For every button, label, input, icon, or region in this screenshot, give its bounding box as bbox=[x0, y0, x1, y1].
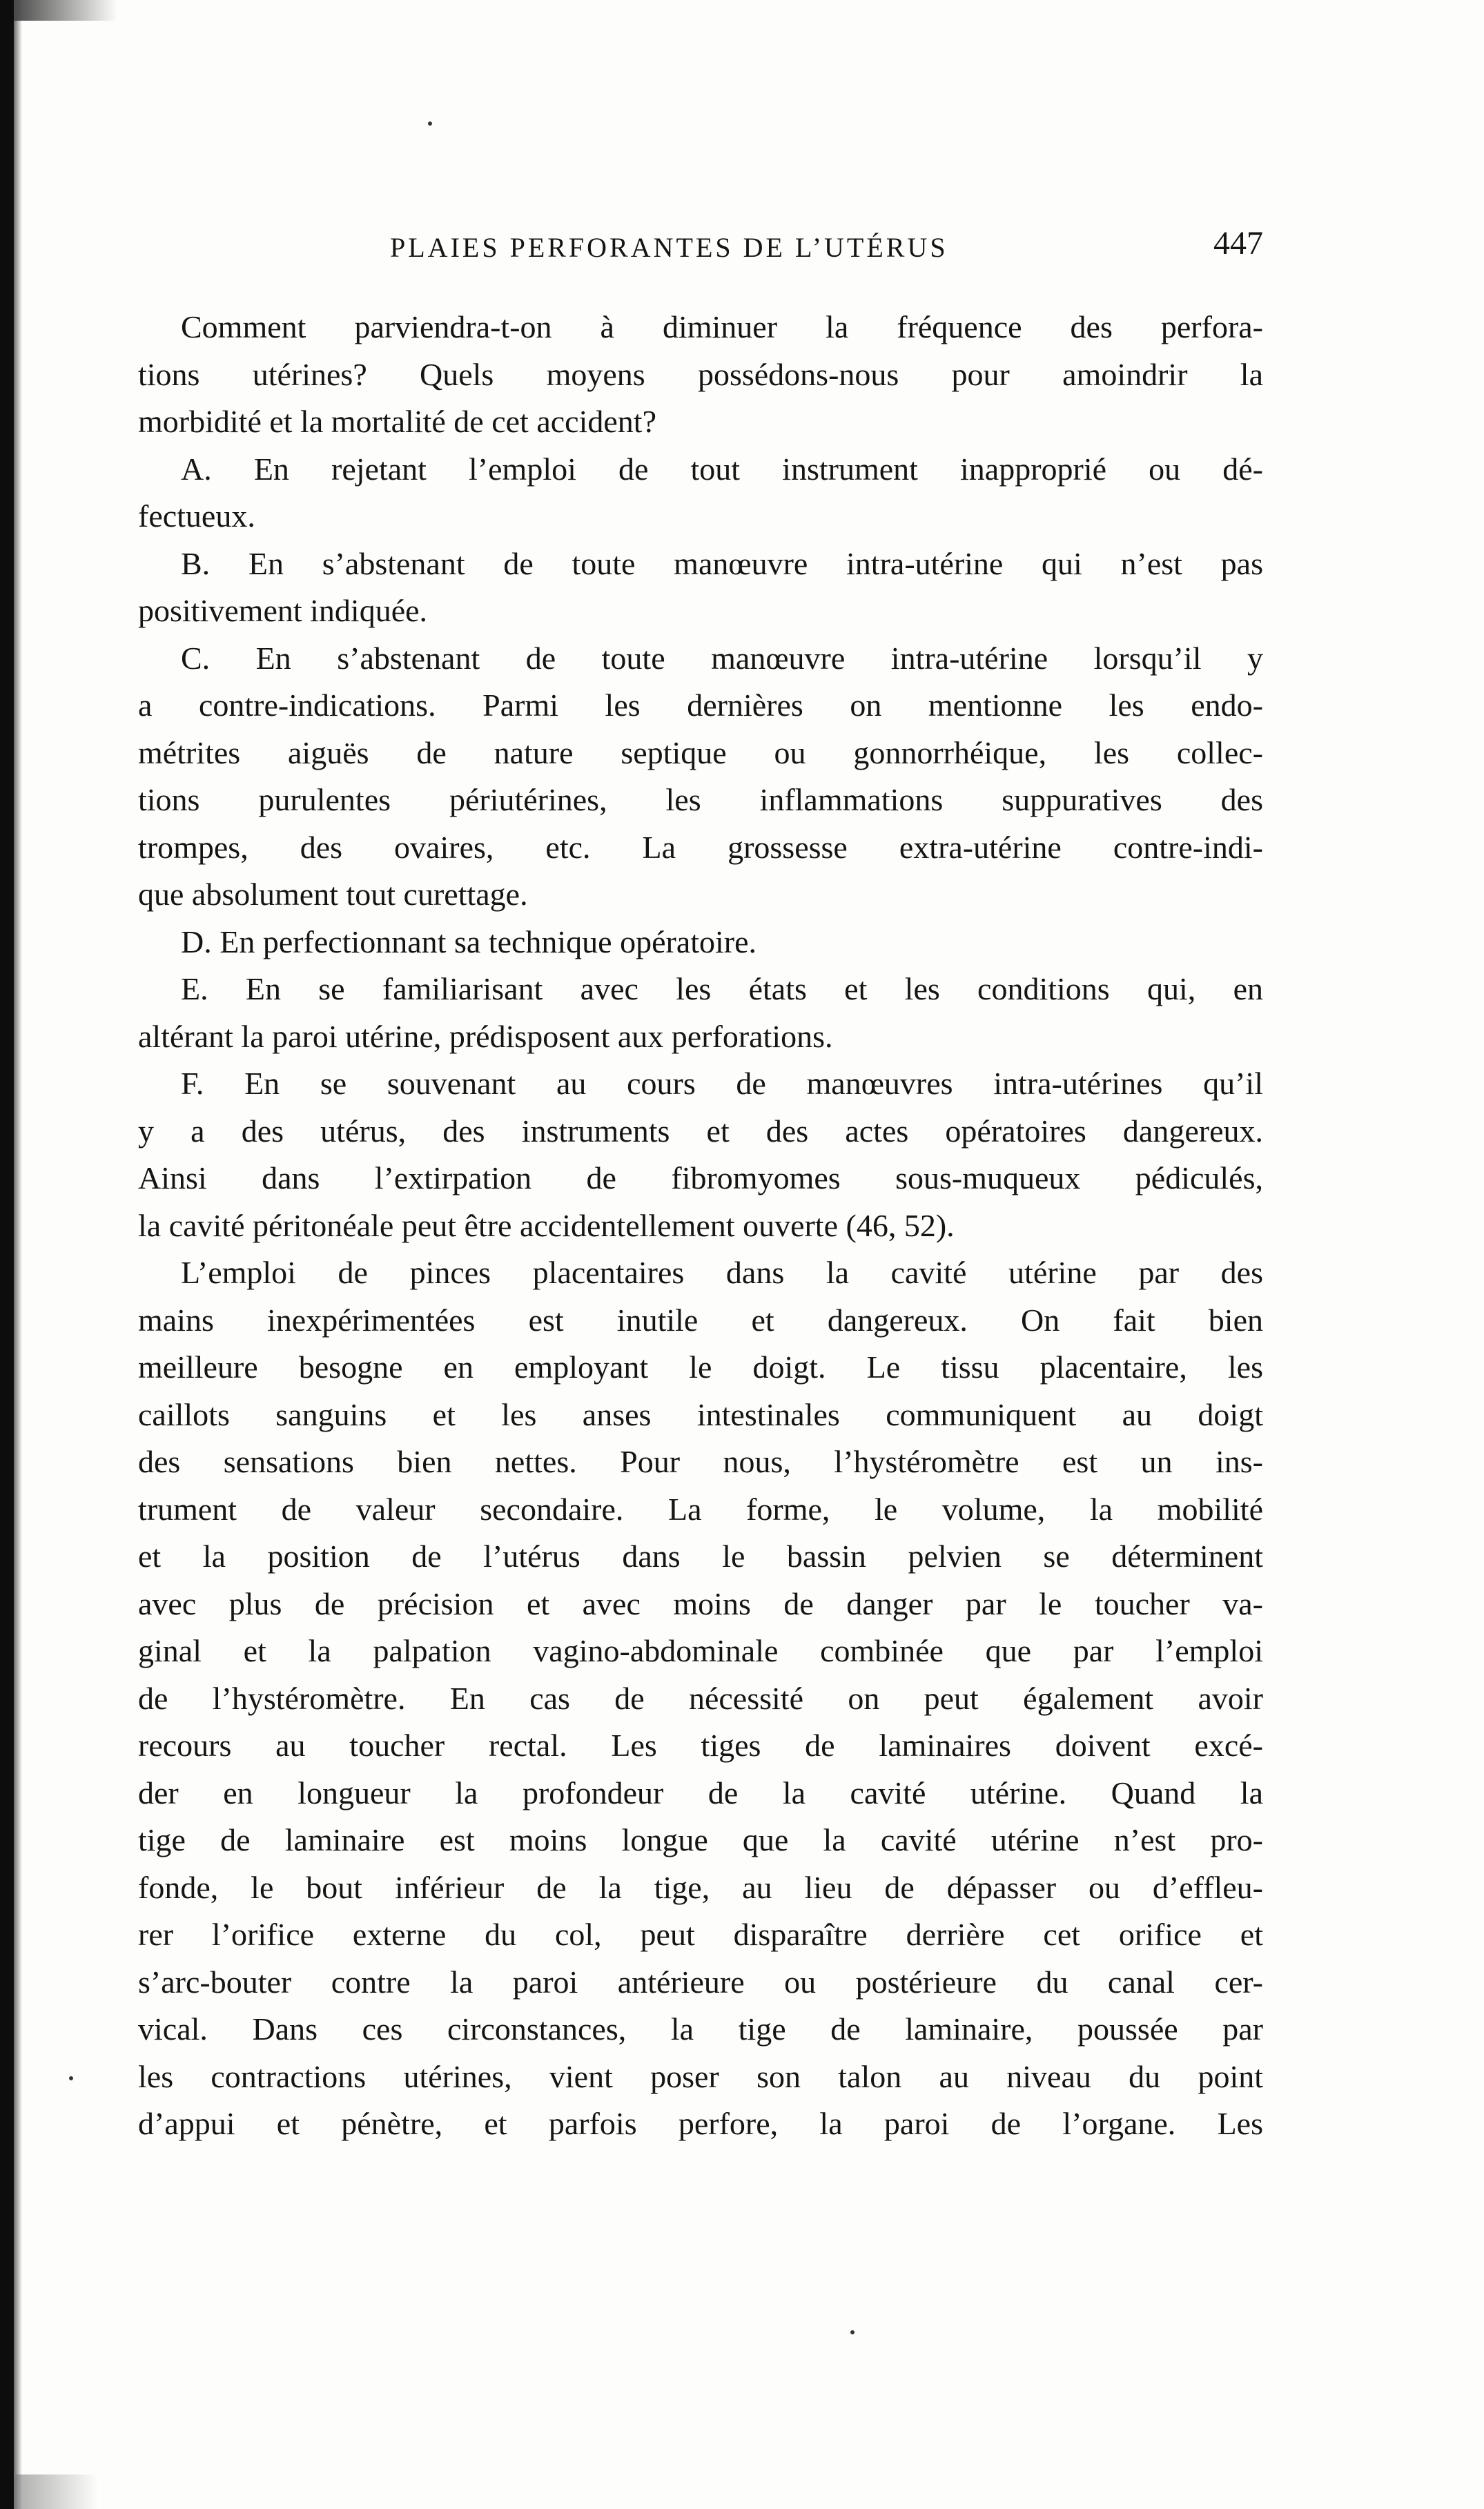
text-line: caillots sanguins et les anses intestinales communiquent au doigt bbox=[138, 1396, 1263, 1432]
text-line: des sensations bien nettes. Pour nous, l’hystéromètre est un ins- bbox=[138, 1444, 1263, 1479]
text-line: C. En s’abstenant de toute manœuvre intra-utérine lorsqu’il y bbox=[181, 640, 1263, 676]
text-line: ginal et la palpation vagino-abdominale combinée que par l’emploi bbox=[138, 1633, 1263, 1668]
binding-shadow bbox=[14, 0, 22, 2509]
text-line: avec plus de précision et avec moins de danger par le toucher va- bbox=[138, 1585, 1263, 1621]
ink-speck bbox=[428, 121, 432, 126]
text-line: recours au toucher rectal. Les tiges de laminaires doivent excé- bbox=[138, 1728, 1263, 1763]
scan-corner-mark-bottom bbox=[15, 2474, 98, 2509]
text-line: rer l’orifice externe du col, peut disparaître derrière cet orifice et bbox=[138, 1917, 1263, 1952]
text-line: A. En rejetant l’emploi de tout instrument inapproprié ou dé- bbox=[181, 451, 1263, 487]
text-line: L’emploi de pinces placentaires dans la cavité utérine par des bbox=[181, 1255, 1263, 1290]
text-line: la cavité péritonéale peut être accidentellement ouverte (46, 52). bbox=[138, 1207, 955, 1243]
scan-corner-mark bbox=[14, 0, 117, 21]
running-title: PLAIES PERFORANTES DE L’UTÉRUS bbox=[390, 232, 948, 263]
text-line: vical. Dans ces circonstances, la tige de laminaire, poussée par bbox=[138, 2011, 1263, 2047]
text-line: E. En se familiarisant avec les états et les conditions qui, en bbox=[181, 971, 1263, 1006]
text-line: tions purulentes périutérines, les inflammations suppuratives des bbox=[138, 782, 1263, 817]
text-line: s’arc-bouter contre la paroi antérieure ou postérieure du canal cer- bbox=[138, 1964, 1263, 2000]
text-line: fonde, le bout inférieur de la tige, au lieu de dépasser ou d’effleu- bbox=[138, 1869, 1263, 1905]
text-line: d’appui et pénètre, et parfois perfore, la paroi de l’organe. Les bbox=[138, 2106, 1263, 2141]
text-line: F. En se souvenant au cours de manœuvres intra-utérines qu’il bbox=[181, 1066, 1263, 1101]
binding-edge bbox=[0, 0, 14, 2509]
page-number: 447 bbox=[1213, 225, 1263, 262]
text-line: Ainsi dans l’extirpation de fibromyomes sous-muqueux pédiculés, bbox=[138, 1160, 1263, 1195]
body-text bbox=[138, 304, 1263, 2148]
text-line: a contre-indications. Parmi les dernières on mentionne les endo- bbox=[138, 687, 1263, 723]
text-line: tige de laminaire est moins longue que la cavité utérine n’est pro- bbox=[138, 1822, 1263, 1857]
text-line: morbidité et la mortalité de cet accident? bbox=[138, 404, 656, 439]
text-line: B. En s’abstenant de toute manœuvre intra-utérine qui n’est pas bbox=[181, 545, 1263, 581]
text-line: tions utérines? Quels moyens possédons-nous pour amoindrir la bbox=[138, 356, 1263, 392]
text-line: meilleure besogne en employant le doigt. Le tissu placentaire, les bbox=[138, 1349, 1263, 1385]
text-line: de l’hystéromètre. En cas de nécessité on peut également avoir bbox=[138, 1680, 1263, 1716]
text-line: positivement indiquée. bbox=[138, 593, 428, 628]
text-line: les contractions utérines, vient poser son talon au niveau du point bbox=[138, 2058, 1263, 2094]
text-line: fectueux. bbox=[138, 498, 255, 534]
text-line: der en longueur la profondeur de la cavité utérine. Quand la bbox=[138, 1775, 1263, 1810]
text-line: Comment parviendra-t-on à diminuer la fréquence des perfora- bbox=[181, 309, 1263, 344]
text-line: trument de valeur secondaire. La forme, le volume, la mobilité bbox=[138, 1491, 1263, 1527]
text-line: métrites aiguës de nature septique ou gonnorrhéique, les collec- bbox=[138, 734, 1263, 770]
ink-speck bbox=[69, 2076, 73, 2080]
text-line: mains inexpérimentées est inutile et dangereux. On fait bien bbox=[138, 1302, 1263, 1338]
text-line: et la position de l’utérus dans le bassin pelvien se déterminent bbox=[138, 1539, 1263, 1574]
text-line: altérant la paroi utérine, prédisposent aux perforations. bbox=[138, 1018, 833, 1054]
text-line: que absolument tout curettage. bbox=[138, 877, 528, 912]
text-line: y a des utérus, des instruments et des actes opératoires dangereux. bbox=[138, 1113, 1263, 1149]
text-line: trompes, des ovaires, etc. La grossesse extra-utérine contre-indi- bbox=[138, 829, 1263, 865]
text-line: D. En perfectionnant sa technique opératoire. bbox=[181, 924, 757, 959]
page-header bbox=[138, 224, 1263, 273]
ink-speck bbox=[850, 2330, 855, 2334]
